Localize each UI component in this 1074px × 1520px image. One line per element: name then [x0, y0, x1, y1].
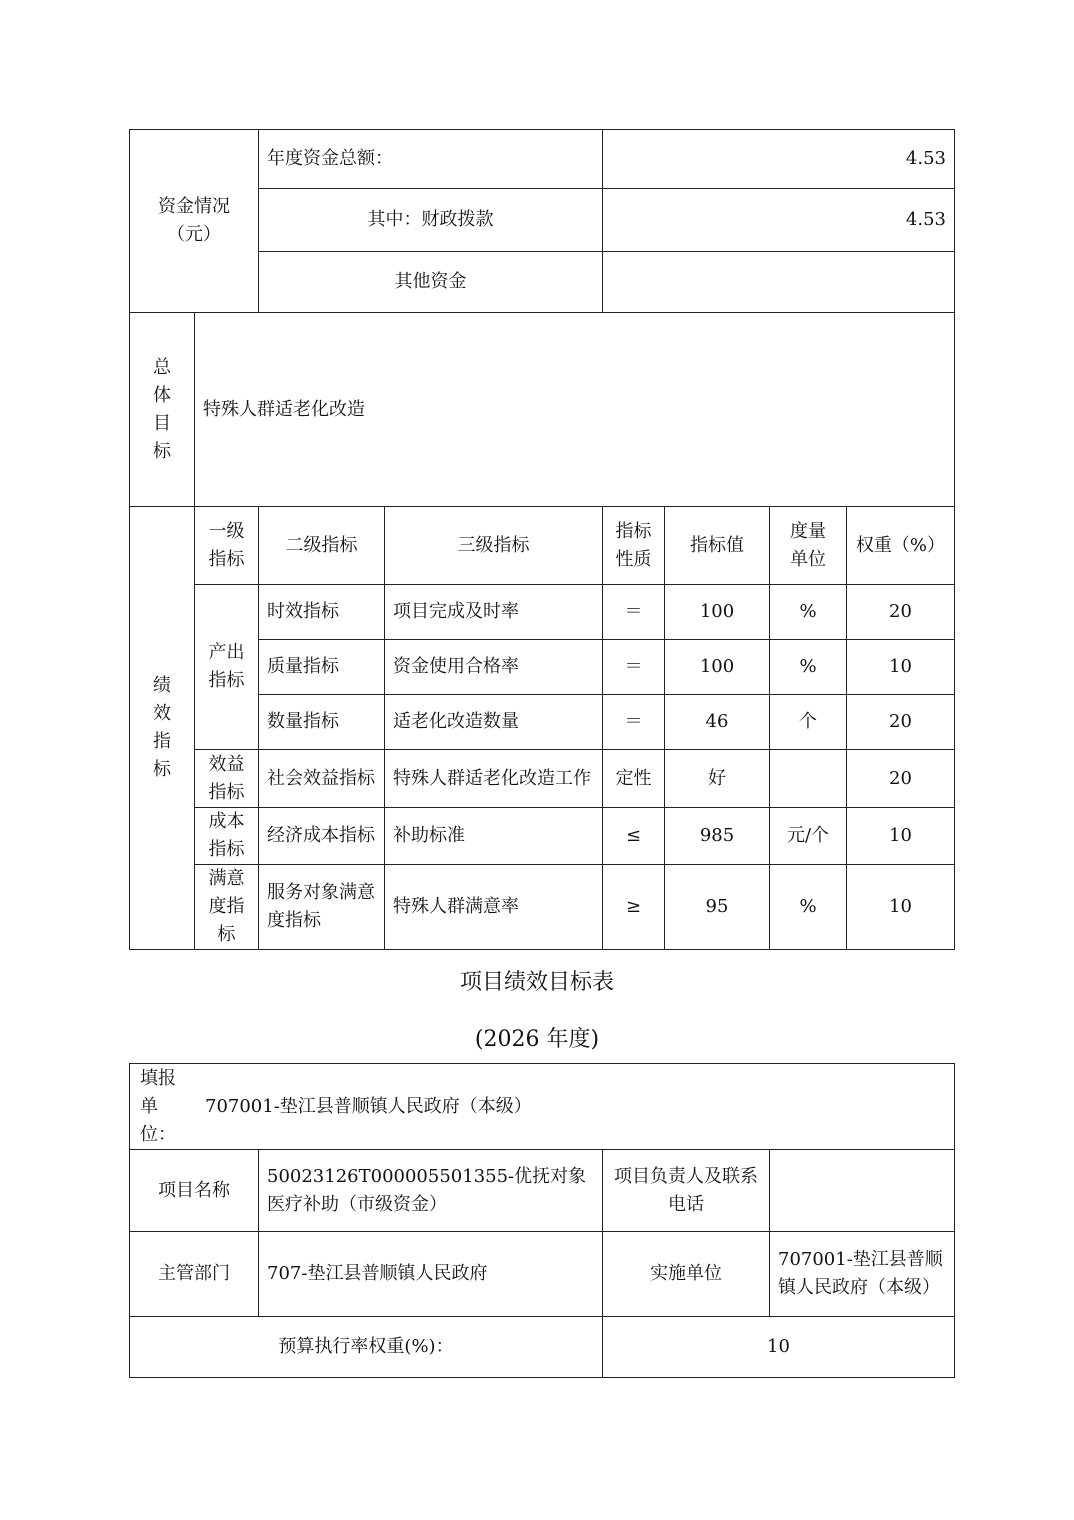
indicator-l3: 资金使用合格率: [384, 639, 603, 695]
indicator-nature: ＝: [602, 584, 665, 640]
indicator-value: 好: [664, 749, 770, 808]
contact-label: 项目负责人及联系电话: [602, 1149, 770, 1232]
indicators-label: 绩效指标: [129, 506, 195, 950]
unit-label: 填报单位：: [140, 1067, 176, 1145]
indicator-l2: 经济成本指标: [258, 807, 385, 865]
table-subtitle: (2026 年度): [474, 1027, 600, 1052]
indicator-weight: 20: [846, 749, 955, 808]
indicator-value: 100: [664, 584, 770, 640]
indicator-l2: 服务对象满意度指标: [258, 864, 385, 950]
indicator-l2: 时效指标: [258, 584, 385, 640]
indicator-l3: 适老化改造数量: [384, 694, 603, 750]
dept-value: 707-垫江县普顺镇人民政府: [258, 1231, 603, 1317]
indicator-value: 46: [664, 694, 770, 750]
indicator-l2: 质量指标: [258, 639, 385, 695]
indicator-unit: %: [769, 864, 847, 950]
indicator-unit: 个: [769, 694, 847, 750]
indicator-unit: 元/个: [769, 807, 847, 865]
unit-row: [129, 1063, 955, 1150]
other-value: [602, 251, 955, 313]
indicator-weight: 20: [846, 584, 955, 640]
header-l2: 二级指标: [258, 506, 385, 585]
funds-label: 资金情况（元）: [129, 129, 259, 313]
indicator-nature: ≥: [602, 864, 665, 950]
indicator-weight: 10: [846, 639, 955, 695]
indicator-l3: 特殊人群满意率: [384, 864, 603, 950]
table-title: 项目绩效目标表: [459, 970, 614, 995]
indicator-nature: ＝: [602, 694, 665, 750]
indicator-value: 100: [664, 639, 770, 695]
indicator-nature: ＝: [602, 639, 665, 695]
header-l1: 一级指标: [194, 506, 259, 585]
indicator-unit: %: [769, 584, 847, 640]
header-weight: 权重（%）: [846, 506, 955, 585]
indicator-value: 95: [664, 864, 770, 950]
project-label: 项目名称: [129, 1149, 259, 1232]
impl-label: 实施单位: [602, 1231, 770, 1317]
header-l3: 三级指标: [384, 506, 603, 585]
total-value: 4.53: [602, 129, 955, 189]
level1-output: 产出指标: [194, 584, 259, 750]
indicator-l3: 特殊人群适老化改造工作: [384, 749, 603, 808]
contact-value: [769, 1149, 955, 1232]
other-label: 其他资金: [258, 251, 603, 313]
indicator-unit: [769, 749, 847, 808]
indicator-l2: 数量指标: [258, 694, 385, 750]
total-label: 年度资金总额：: [258, 129, 603, 189]
dept-label: 主管部门: [129, 1231, 259, 1317]
budget-label: 预算执行率权重(%)：: [129, 1316, 603, 1378]
header-value: 指标值: [664, 506, 770, 585]
indicator-weight: 10: [846, 807, 955, 865]
level1-satisfaction: 满意度指标: [194, 864, 259, 950]
indicator-l2: 社会效益指标: [258, 749, 385, 808]
indicator-l3: 补助标准: [384, 807, 603, 865]
goal-text: 特殊人群适老化改造: [194, 312, 955, 507]
indicator-nature: 定性: [602, 749, 665, 808]
level1-benefit: 效益指标: [194, 749, 259, 808]
indicator-weight: 10: [846, 864, 955, 950]
header-nature: 指标性质: [602, 506, 665, 585]
indicator-nature: ≤: [602, 807, 665, 865]
indicator-weight: 20: [846, 694, 955, 750]
budget-value: 10: [602, 1316, 955, 1378]
fiscal-label: 其中：财政拨款: [258, 188, 603, 252]
indicator-value: 985: [664, 807, 770, 865]
project-value: 50023126T000005501355-优抚对象医疗补助（市级资金）: [258, 1149, 603, 1232]
unit-value: 707001-垫江县普顺镇人民政府（本级）: [205, 1095, 532, 1117]
level1-cost: 成本指标: [194, 807, 259, 865]
indicator-unit: %: [769, 639, 847, 695]
indicator-l3: 项目完成及时率: [384, 584, 603, 640]
fiscal-value: 4.53: [602, 188, 955, 252]
header-unit: 度量单位: [769, 506, 847, 585]
goal-label: 总体目标: [129, 312, 195, 507]
impl-value: 707001-垫江县普顺镇人民政府（本级）: [769, 1231, 955, 1317]
